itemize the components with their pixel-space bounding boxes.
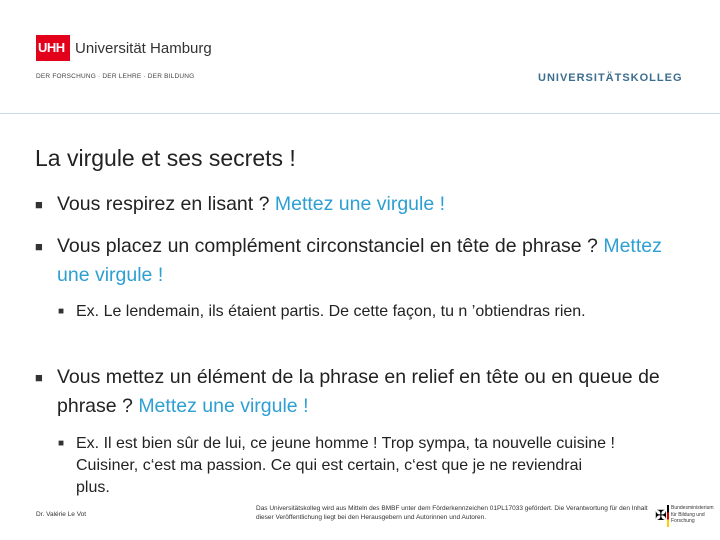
sub-bullet-text: Ex. Le lendemain, ils étaient partis. De cette façon, tu n ’obtiendras rien. [76,303,586,320]
bullet-accent: Mettez une virgule ! [274,193,446,215]
bullet-item [35,190,675,219]
bullet-item [35,232,675,290]
square-bullet-icon: ■ [35,197,43,212]
uhh-logo-mark: UHH [38,40,65,55]
bullet-accent: Mettez une virgule ! [138,395,309,417]
bullet-text: Vous mettez un élément de la phrase en relief en tête ou en queue de phrase ? [57,366,660,417]
sub-bullet-text: Ex. Il est bien sûr de lui, ce jeune homme ! Trop sympa, ta nouvelle cuisine ! Cuisiner, c‘est ma passion. Ce qui est certain, c‘est que je ne reviendrai plus. [76,435,615,496]
square-bullet-icon: ■ [35,239,43,254]
bullet-accent: Mettez une virgule ! [57,235,662,286]
bullet-text: Vous respirez en lisant ? [57,193,275,215]
footer-funding-note: Das Universitätskolleg wird aus Mitteln des BMBF unter dem Förderkennzeichen 01PL17033 gefördert. Die Verantwortung für den Inhalt dieser Veröffentlichung liegt bei den Herausgebern und Autorinnen und Autoren. [256,505,648,521]
sub-bullet-item [58,433,618,499]
square-bullet-icon: ■ [58,438,65,449]
unit-name: UNIVERSITÄTSKOLLEG [538,72,683,84]
bmbf-logo [655,505,713,535]
bullet-text: Vous placez un complément circonstanciel en tête de phrase ? [57,235,604,257]
federal-eagle-icon: ✠ [655,507,667,523]
footer-author: Dr. Valérie Le Vot [36,511,87,518]
university-tagline: DER FORSCHUNG · DER LEHRE · DER BILDUNG [36,73,195,80]
ministry-name: Bundesministerium für Bildung und Forschung [671,505,714,524]
university-name: Universität Hamburg [75,40,212,57]
header-divider [0,113,720,114]
slide-title: La virgule et ses secrets ! [35,145,296,171]
uhh-logo [36,35,70,61]
square-bullet-icon: ■ [35,370,43,385]
german-flag-stripe [667,505,669,527]
sub-bullet-item [58,301,618,323]
square-bullet-icon: ■ [58,306,65,317]
bullet-item [35,363,675,421]
